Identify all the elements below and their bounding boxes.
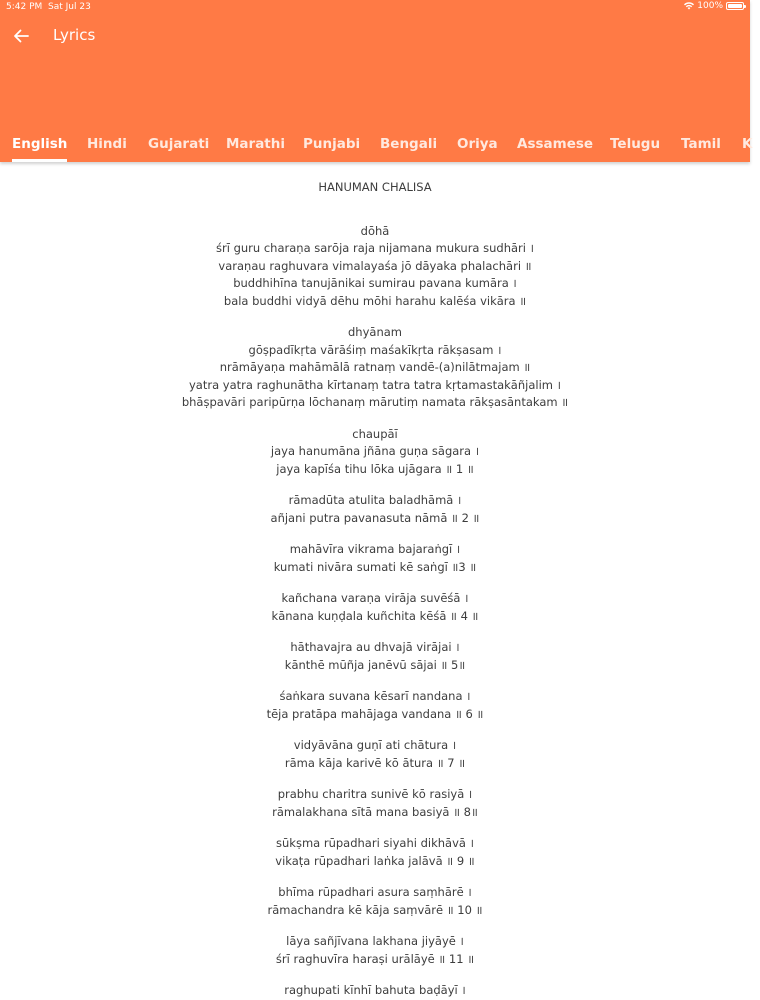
lyric-line: mahāvīra vikrama bajaraṅgī । [289,542,461,556]
lyric-line: vikaṭa rūpadhari laṅka jalāvā ॥ 9 ॥ [275,853,475,868]
tab-punjabi[interactable]: Punjabi [303,136,361,152]
status-time: 5:42 PM [6,2,43,12]
lyric-line: śrī guru charaṇa sarōja raja nijamana mukura sudhāri । [216,241,534,255]
lyric-line: sūkṣma rūpadhari siyahi dikhāvā । [276,836,474,850]
back-button[interactable] [8,24,34,48]
lyric-line: kumati nivāra sumati kē saṅgī ॥3 ॥ [273,559,477,574]
lyric-line: kānana kuṇḍala kuñchita kēśā ॥ 4 ॥ [271,608,479,623]
lyrics-title: HANUMAN CHALISA [318,180,432,194]
tab-tamil[interactable]: Tamil [681,136,721,152]
stanza [0,223,750,311]
language-tabs [0,128,760,162]
stanza-list [0,223,750,1000]
lyric-line: dhyānam [348,325,402,339]
stanza [0,492,750,527]
tab-gujarati[interactable]: Gujarati [148,136,210,152]
lyric-line: bhāṣpavāri paripūrṇa lōchanaṃ mārutiṃ namata rākṣasāntakam ॥ [181,395,569,409]
lyric-line: buddhihīna tanujānikai sumirau pavana kumāra । [233,276,517,290]
lyric-line: śaṅkara suvana kēsarī nandana । [279,689,471,703]
stanza [0,982,750,1000]
page-title: Lyrics [53,26,96,44]
lyric-line: jaya kapīśa tihu lōka ujāgara ॥ 1 ॥ [276,461,474,476]
lyric-line: chaupāī [352,426,398,441]
tab-marathi[interactable]: Marathi [226,136,286,152]
lyric-line: rāmachandra kē kāja saṃvārē ॥ 10 ॥ [267,902,483,917]
lyric-line: bala buddhi vidyā dēhu mōhi harahu kalēśa vikāra ॥ [223,293,527,308]
lyric-line: kānthē mūñja janēvū sājai ॥ 5॥ [284,657,466,672]
stanza [0,737,750,772]
lyric-line: dōhā [360,223,390,238]
lyric-line: kañchana varaṇa virāja suvēśā । [281,591,469,605]
lyric-line: gōṣpadīkṛta vārāśiṃ maśakīkṛta rākṣasam । [248,342,502,357]
lyrics-content[interactable] [0,162,750,1000]
stanza [0,590,750,625]
lyric-line: rāmadūta atulita baladhāmā । [288,493,462,507]
lyric-line: prabhu charitra sunivē kō rasiyā । [277,787,473,801]
lyric-line: rāma kāja karivē kō ātura ॥ 7 ॥ [284,755,466,770]
status-date: Sat Jul 23 [48,2,91,12]
tab-next-cut[interactable]: K [742,136,753,152]
lyric-line: vidyāvāna guṇī ati chātura । [293,738,457,752]
lyric-line: yatra yatra raghunātha kīrtanaṃ tatra tatra kṛtamastakāñjalim । [189,377,561,392]
app-header [0,0,753,162]
lyric-line: añjani putra pavanasuta nāmā ॥ 2 ॥ [270,510,480,525]
lyric-line: lāya sañjīvana lakhana jiyāyē । [286,934,464,948]
stanza [0,541,750,576]
lyric-line: jaya hanumāna jñāna guṇa sāgara । [270,444,480,458]
tab-bengali[interactable]: Bengali [380,136,438,152]
stanza [0,835,750,870]
status-indicators [684,1,744,11]
tab-oriya[interactable]: Oriya [457,136,498,152]
tab-hindi[interactable]: Hindi [87,136,127,152]
status-bar [0,0,750,16]
tab-assamese[interactable]: Assamese [517,136,594,152]
lyric-line: rāmalakhana sītā mana basiyā ॥ 8॥ [272,804,478,819]
stanza [0,426,750,479]
stanza [0,688,750,723]
arrow-left-icon [13,29,29,43]
stanza [0,639,750,674]
lyric-line: hāthavajra au dhvajā virājai । [290,640,460,654]
lyric-line: tēja pratāpa mahājaga vandana ॥ 6 ॥ [266,706,484,721]
stanza [0,884,750,919]
lyric-line: nrāmāyaṇa mahāmālā ratnaṃ vandē-(a)nilātmajam ॥ [219,360,531,374]
wifi-icon [684,2,694,10]
tab-english[interactable]: English [12,128,67,162]
lyric-line: bhīma rūpadhari asura saṃhārē । [278,885,472,899]
lyric-line: raghupati kīnhī bahuta baḍāyī । [284,983,466,997]
battery-icon [726,2,744,10]
lyric-line: varaṇau raghuvara vimalayaśa jō dāyaka phalachāri ॥ [218,258,532,273]
lyric-line: śrī raghuvīra haraṣi urālāyē ॥ 11 ॥ [275,951,475,966]
battery-percent: 100% [697,1,723,11]
tab-telugu[interactable]: Telugu [610,136,661,152]
stanza [0,933,750,968]
stanza [0,324,750,412]
stanza [0,786,750,821]
